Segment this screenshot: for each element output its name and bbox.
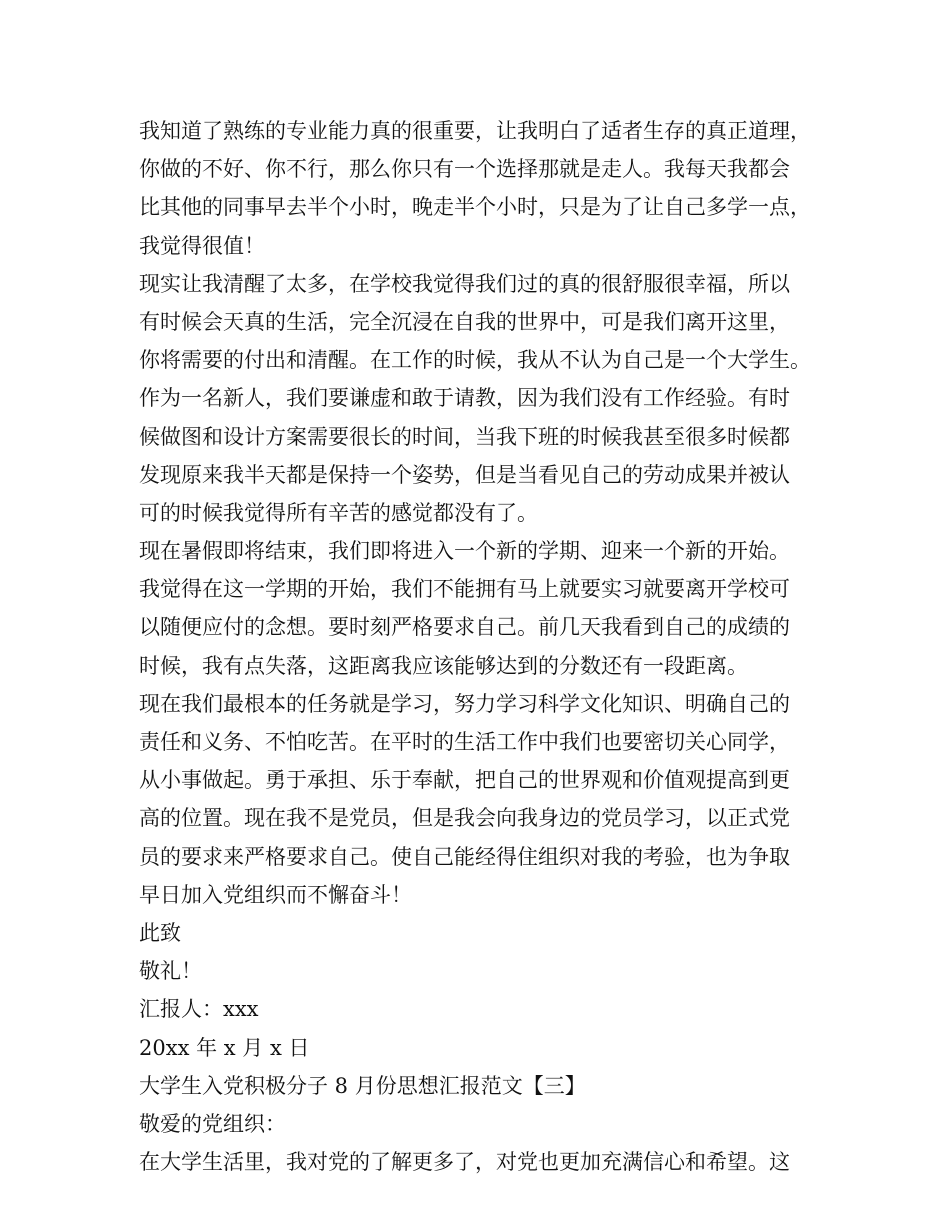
- date-line: 20xx 年 x 月 x 日: [139, 1035, 310, 1060]
- document-body: [139, 112, 829, 1181]
- body-line: 可的时候我觉得所有辛苦的感觉都没有了。: [139, 500, 538, 525]
- body-line: 时候，我有点失落，这距离我应该能够达到的分数还有一段距离。: [139, 653, 748, 678]
- body-line: 以随便应付的念想。要时刻严格要求自己。前几天我看到自己的成绩的: [139, 615, 790, 640]
- body-line: 在大学生活里，我对党的了解更多了，对党也更加充满信心和希望。这: [139, 1150, 790, 1175]
- body-line: 责任和义务、不怕吃苦。在平时的生活工作中我们也要密切关心同学，: [139, 730, 790, 754]
- body-line: 比其他的同事早去半个小时，晚走半个小时，只是为了让自己多学一点，: [139, 195, 811, 220]
- body-line: 发现原来我半天都是保持一个姿势，但是当看见自己的劳动成果并被认: [139, 462, 790, 487]
- body-line: 我觉得很值！: [139, 233, 265, 258]
- body-line: 高的位置。现在我不是党员，但是我会向我身边的党员学习，以正式党: [139, 806, 790, 831]
- closing-salutation: 此致: [139, 920, 181, 945]
- closing-respect: 敬礼！: [139, 959, 202, 984]
- body-line: 你做的不好、你不行，那么你只有一个选择那就是走人。我每天我都会: [139, 157, 790, 182]
- body-line: 你将需要的付出和清醒。在工作的时候，我从不认为自己是一个大学生。: [139, 348, 811, 373]
- body-line: 我知道了熟练的专业能力真的很重要，让我明白了适者生存的真正道理，: [139, 119, 811, 143]
- body-line: 现在暑假即将结束，我们即将进入一个新的学期、迎来一个新的开始。: [139, 539, 790, 564]
- body-line: 候做图和设计方案需要很长的时间，当我下班的时候我甚至很多时候都: [139, 424, 790, 449]
- body-line: 从小事做起。勇于承担、乐于奉献，把自己的世界观和价值观提高到更: [139, 768, 790, 793]
- body-line: 现实让我清醒了太多，在学校我觉得我们过的真的很舒服很幸福，所以: [139, 271, 790, 296]
- section-heading: 大学生入党积极分子 8 月份思想汇报范文【三】: [139, 1073, 586, 1098]
- body-line: 早日加入党组织而不懈奋斗！: [139, 882, 412, 907]
- body-line: 员的要求来严格要求自己。使自己能经得住组织对我的考验，也为争取: [139, 844, 790, 869]
- greeting-line: 敬爱的党组织：: [139, 1111, 286, 1136]
- body-line: 作为一名新人，我们要谦虚和敢于请教，因为我们没有工作经验。有时: [139, 386, 790, 411]
- body-line: 有时候会天真的生活，完全沉浸在自我的世界中，可是我们离开这里，: [139, 309, 790, 334]
- reporter-line: 汇报人：xxx: [139, 997, 259, 1022]
- body-line: 我觉得在这一学期的开始，我们不能拥有马上就要实习就要离开学校可: [139, 577, 790, 602]
- body-line: 现在我们最根本的任务就是学习，努力学习科学文化知识、明确自己的: [139, 691, 790, 716]
